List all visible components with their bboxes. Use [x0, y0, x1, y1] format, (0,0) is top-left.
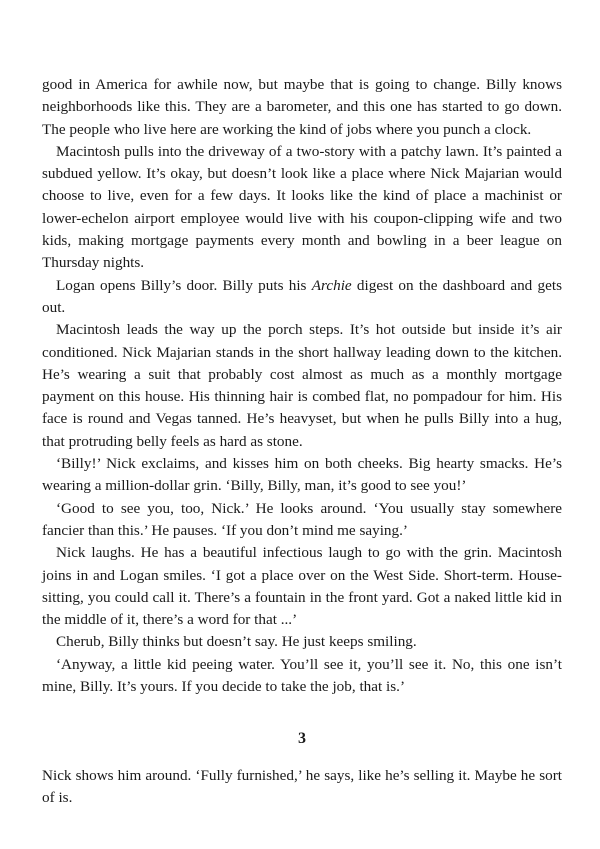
page-text	[42, 74, 562, 809]
paragraph-1: good in America for awhile now, but maybe that is going to change. Billy knows neighborhoods like this. They are a barometer, and this one has started to go down. The people who live here are working the kind of jobs where you punch a clock.	[42, 76, 562, 138]
paragraph-4: Macintosh leads the way up the porch steps. It’s hot outside but inside it’s air conditioned. Nick Majarian stands in the short hallway leading down to the kitchen. He’s wearing a suit that probably cost almost as much as a monthly mortgage payment on this house. His thinning hair is combed flat, no pompadour for him. His face is round and Vegas tanned. He’s heavyset, but when he pulls Billy into a hug, that protruding belly feels as hard as stone.	[42, 321, 562, 450]
paragraph-5: ‘Billy!’ Nick exclaims, and kisses him on both cheeks. Big hearty smacks. He’s wearing a million-dollar grin. ‘Billy, Billy, man, it’s good to see you!’	[42, 455, 562, 495]
paragraph-3-end: digest on the dashboard and gets out.	[42, 276, 562, 316]
paragraph-10: Nick shows him around. ‘Fully furnished,’ he says, like he’s selling it. Maybe he sort of is.	[42, 766, 562, 806]
paragraph-9: ‘Anyway, a little kid peeing water. You’ll see it, you’ll see it. No, this one isn’t mine, Billy. It’s yours. If you decide to take the job, that is.’	[42, 655, 562, 696]
paragraph-6: ‘Good to see you, too, Nick.’ He looks around. ‘You usually stay somewhere fancier than this.’ He pauses. ‘If you don’t mind me saying.’	[42, 499, 562, 539]
archie-italic: Archie	[311, 276, 352, 294]
paragraph-8: Cherub, Billy thinks but doesn’t say. He just keeps smiling.	[56, 633, 417, 651]
paragraph-3	[42, 275, 562, 320]
paragraph-7: Nick laughs. He has a beautiful infectious laugh to go with the grin. Macintosh joins in and Logan smiles. ‘I got a place over on the West Side. Short-term. House-sitting, you could call it. There’s a fountain in the front yard. Got a naked little kid in the middle of it, there’s a word for that ...’	[42, 544, 562, 629]
paragraph-2: Macintosh pulls into the driveway of a two-story with a patchy lawn. It’s painted a subdued yellow. It’s okay, but doesn’t look like a place where Nick Majarian would choose to live, even for a few days. It looks like the kind of place a machinist or lower-echelon airport employee would live with his coupon-clipping wife and two kids, making mortgage payments every month and bowling in a beer league on Thursday nights.	[42, 142, 562, 272]
paragraph-3-start: Logan opens Billy’s door. Billy puts his	[56, 276, 312, 294]
chapter-heading: 3	[298, 730, 306, 748]
